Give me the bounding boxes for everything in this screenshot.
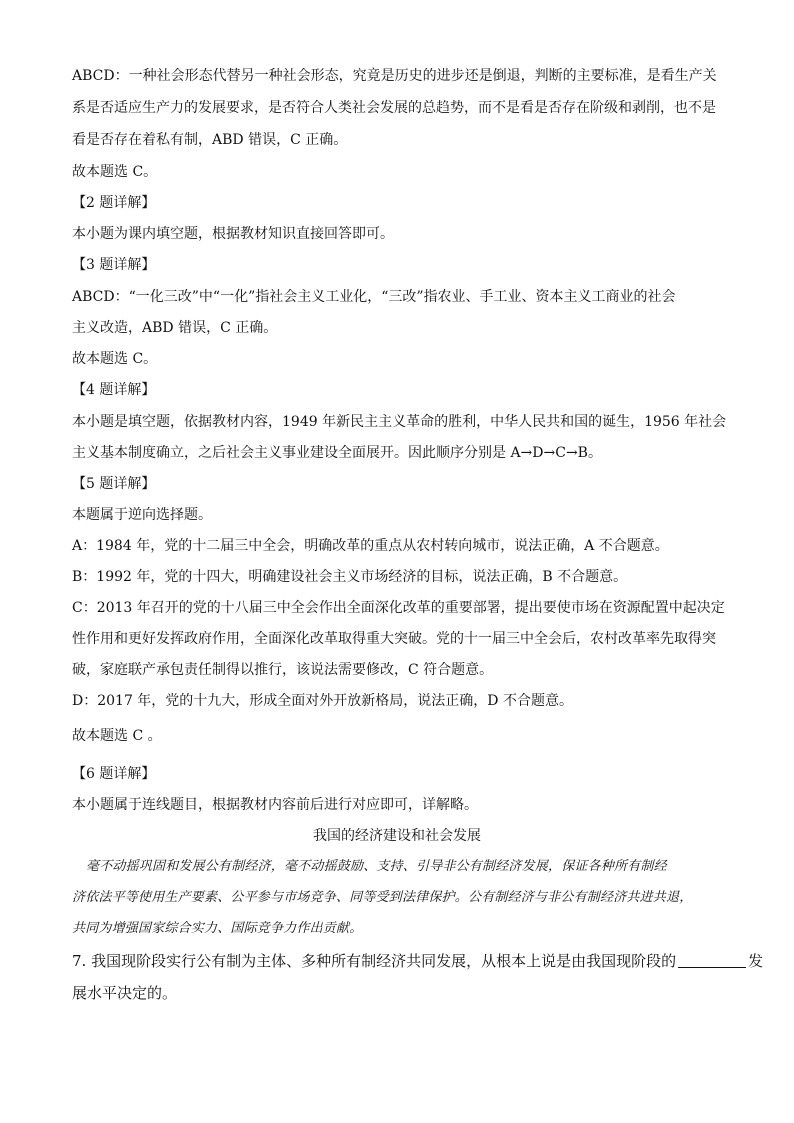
answer-6-text: 本小题属于连线题目，根据教材内容前后进行对应即可，详解略。 [72,797,478,813]
section-intro-line-2: 济依法平等使用生产要素、公平参与市场竞争、同等受到法律保护。公有制经济与非公有制经济共进共退， [72,890,693,905]
answer-5-option-b: B：1992 年，党的十四大，明确建设社会主义市场经济的目标，说法正确，B 不合题意。 [72,569,628,585]
answer-5-option-a: A：1984 年，党的十二届三中全会，明确改革的重点从农村转向城市，说法正确，A 不合题意。 [72,538,669,554]
answer-1-conclusion: 故本题选 C。 [72,164,158,180]
question-5-heading: 【5 题详解】 [72,476,156,492]
answer-1-text-line-3: 看是否存在着私有制，ABD 错误，C 正确。 [72,132,348,148]
answer-4-text-line-1: 本小题是填空题，依据教材内容，1949 年新民主主义革命的胜利，中华人民共和国的诞生，1956 年社会 [72,414,727,430]
answer-3-conclusion: 故本题选 C。 [72,351,158,367]
answer-3-text-line-1: ABCD：“一化三改”中“一化”指社会主义工业化，“三改”指农业、手工业、资本主义工商业的社会 [72,289,676,305]
answer-5-option-c-line-3: 破，家庭联产承包责任制得以推行，该说法需要修改，C 符合题意。 [72,662,494,678]
answer-5-option-c-line-2: 性作用和更好发挥政府作用，全面深化改革取得重大突破。党的十一届三中全会后，农村改革率先取得突 [72,631,716,647]
answer-5-option-c-line-1: C：2013 年召开的党的十八届三中全会作出全面深化改革的重要部署，提出要使市场在资源配置中起决定 [72,600,725,616]
question-7-line-2: 展水平决定的。 [72,984,178,1002]
question-7-line-1 [72,951,763,971]
answer-1-text-line-2: 系是否适应生产力的发展要求，是否符合人类社会发展的总趋势，而不是看是否存在阶级和剥削，也不是 [72,100,716,116]
answer-1-text-line-1: ABCD：一种社会形态代替另一种社会形态，究竟是历史的进步还是倒退，判断的主要标准，是看生产关 [72,68,717,84]
question-2-heading: 【2 题详解】 [72,195,156,211]
question-3-heading: 【3 题详解】 [72,257,156,273]
question-4-heading: 【4 题详解】 [72,382,156,398]
question-6-heading: 【6 题详解】 [72,766,156,782]
answer-blank[interactable] [678,953,746,968]
answer-4-text-line-2: 主义基本制度确立，之后社会主义事业建设全面展开。因此顺序分别是 A→D→C→B。 [72,445,602,461]
answer-3-text-line-2: 主义改造，ABD 错误，C 正确。 [72,320,278,336]
answer-5-conclusion: 故本题选 C 。 [72,728,162,744]
section-intro-line-3: 共同为增强国家综合实力、国际竞争力作出贡献。 [72,921,363,936]
question-7-text: 7. 我国现阶段实行公有制为主体、多种所有制经济共同发展，从根本上说是由我国现阶段的 [72,952,677,970]
section-intro-line-1: 毫不动摇巩固和发展公有制经济，毫不动摇鼓励、支持、引导非公有制经济发展，保证各种所有制经 [86,859,667,874]
question-7-text-tail: 发 [748,952,764,970]
section-title: 我国的经济建设和社会发展 [313,828,481,844]
answer-5-intro: 本题属于逆向选择题。 [72,507,212,523]
answer-2-text: 本小题为课内填空题，根据教材知识直接回答即可。 [72,226,394,242]
answer-5-option-d: D：2017 年，党的十九大，形成全面对外开放新格局，说法正确，D 不合题意。 [72,693,573,709]
